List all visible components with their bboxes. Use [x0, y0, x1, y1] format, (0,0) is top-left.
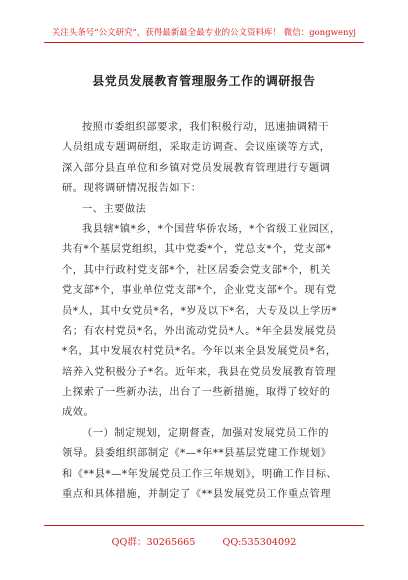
paragraph-line: 上探索了一些新办法，出台了一些新措施，取得了较好的	[62, 387, 331, 399]
paragraph-line: 成效。	[62, 407, 95, 419]
paragraph-line: 人员组成专题调研组，采取走访调查、会议座谈等方式，	[62, 142, 331, 154]
paragraph-line: *名，其中发展农村党员*名。今年以来全县发展党员*名，	[62, 346, 337, 358]
header-divider	[44, 42, 364, 43]
qq-text: QQ:535304092	[222, 537, 297, 548]
paragraph-line: 研。现将调研情况报告如下：	[62, 183, 202, 195]
paragraph-line: 按照市委组织部要求，我们积极行动，迅速抽调精干	[82, 122, 329, 133]
qq-group-text: QQ群：30265665	[111, 537, 196, 548]
paragraph-line: 党支部*个，事业单位党支部*个，企业党支部*个。现有党	[62, 285, 337, 297]
section-heading: 一、主要做法	[82, 203, 147, 215]
paragraph-line: 重点和具体措施，并制定了《**县发展党员工作重点管理	[62, 489, 331, 501]
paragraph-line: 培养入党积极分子*名。近年来，我县在党员发展教育管理	[62, 366, 337, 378]
document-body	[62, 118, 354, 505]
paragraph-line: 和《**县*—*年发展党员工作三年规划》，明确工作目标、	[62, 468, 338, 480]
subsection-heading: （一）制定规划，定期督查，加强对发展党员工作的	[82, 427, 329, 439]
footer-contacts	[0, 534, 408, 548]
paragraph-line: 员*人，其中女党员*名，*岁及以下*名，大专及以上学历*	[62, 305, 338, 317]
paragraph-line: 个，其中行政村党支部*个，社区居委会党支部*个，机关	[62, 264, 331, 276]
document-title: 县党员发展教育管理服务工作的调研报告	[92, 74, 316, 88]
paragraph-line: 名；有农村党员*名，外出流动党员*人。*年全县发展党员	[62, 325, 337, 337]
paragraph-line: 我县辖*镇*乡，*个国营华侨农场，*个省级工业园区，	[82, 223, 341, 235]
paragraph-line: 领导。县委组织部制定《*—*年**县基层党建工作规划》	[62, 448, 332, 460]
paragraph-line: 深入部分县直单位和乡镇对党员发展教育管理进行专题调	[62, 162, 331, 174]
footer-divider	[44, 525, 364, 526]
header-banner: 关注头条号“公文研究”，获得最新最全最专业的公文资料库！ 微信：gongwenyj	[51, 27, 357, 37]
paragraph-line: 共有*个基层党组织，其中党委*个，党总支*个，党支部*	[62, 244, 332, 256]
